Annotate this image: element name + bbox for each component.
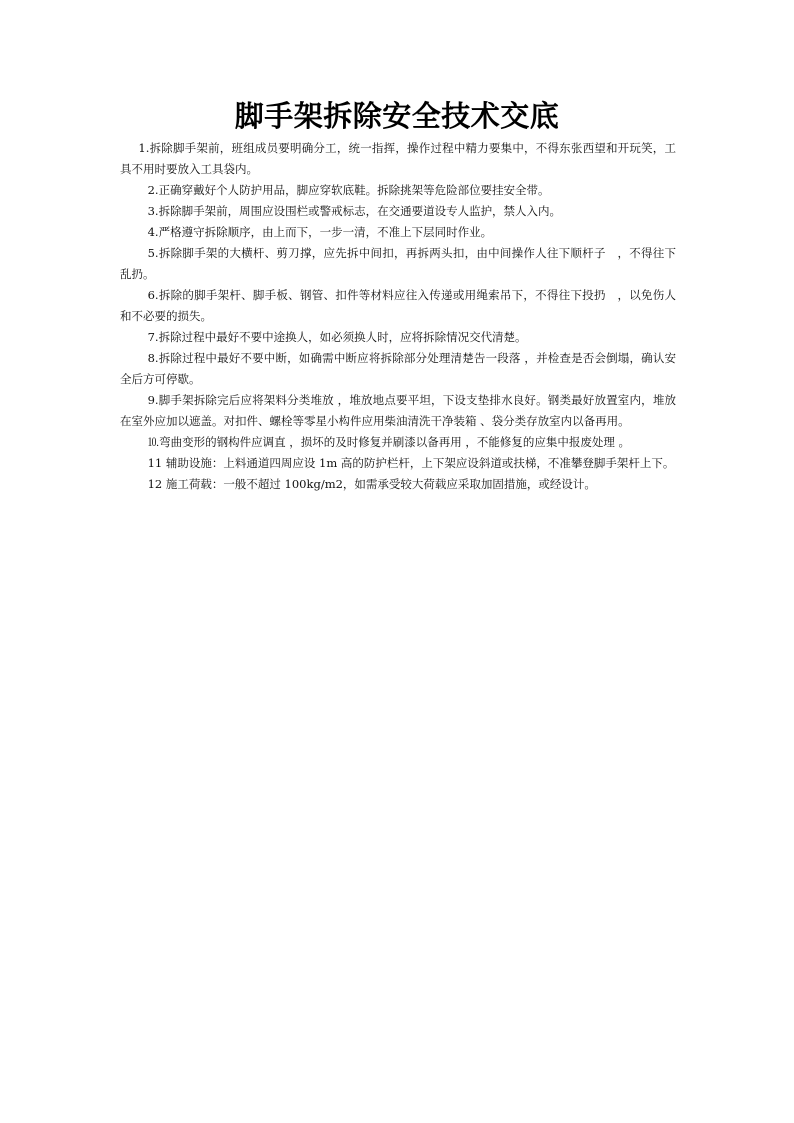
paragraph-8: 8.拆除过程中最好不要中断，如确需中断应将拆除部分处理清楚告一段落 ，并检查是否会倒塌，确认安全后方可停歇。 <box>120 351 676 386</box>
paragraph-5: 5.拆除脚手架的大横杆、剪刀撑，应先拆中间扣，再拆两头扣，由中间操作人往下顺杆子 ，不得往下乱扔。 <box>120 246 676 281</box>
paragraph-4: 4.严格遵守拆除顺序，由上而下，一步一清，不准上下层同时作业。 <box>147 225 493 239</box>
paragraph-3: 3.拆除脚手架前，周围应设围栏或警戒标志，在交通要道设专人监护，禁人入内。 <box>147 204 562 218</box>
paragraph-6: 6.拆除的脚手架杆、脚手板、钢管、扣件等材料应往入传递或用绳索吊下，不得往下投扔 ，以免伤人和不必要的损失。 <box>120 288 676 323</box>
document-body <box>120 138 676 495</box>
document-title: 脚手架拆除安全技术交底 <box>234 99 560 133</box>
paragraph-9: 9.脚手架拆除完后应将架料分类堆放 ，堆放地点要平坦，下设支垫排水良好。钢类最好放置室内，堆放在室外应加以遮盖。对扣件、螺栓等零星小构件应用柴油清洗干净装箱 、袋分类存放室内以备再用。 <box>120 393 676 428</box>
paragraph-12: 12 施工荷载：一般不超过 100kg/m2，如需承受较大荷载应采取加固措施，或经设计。 <box>147 477 596 491</box>
paragraph-7: 7.拆除过程中最好不要中途换人，如必须换人时，应将拆除情况交代清楚。 <box>147 330 527 344</box>
paragraph-2: 2.正确穿戴好个人防护用品，脚应穿软底鞋。拆除挑架等危险部位要挂安全带。 <box>147 183 550 197</box>
paragraph-1: 1.拆除脚手架前，班组成员要明确分工，统一指挥，操作过程中精力要集中，不得东张西望和开玩笑，工具不用时要放入工具袋内。 <box>120 141 676 176</box>
paragraph-11: 11 辅助设施：上料通道四周应设 1m 高的防护栏杆，上下架应设斜道或扶梯，不准攀登脚手架杆上下。 <box>147 456 675 470</box>
paragraph-10: ⒑弯曲变形的钢构件应调直 ，损坏的及时修复并刷漆以备再用 ，不能修复的应集中报废处理 。 <box>147 435 631 449</box>
